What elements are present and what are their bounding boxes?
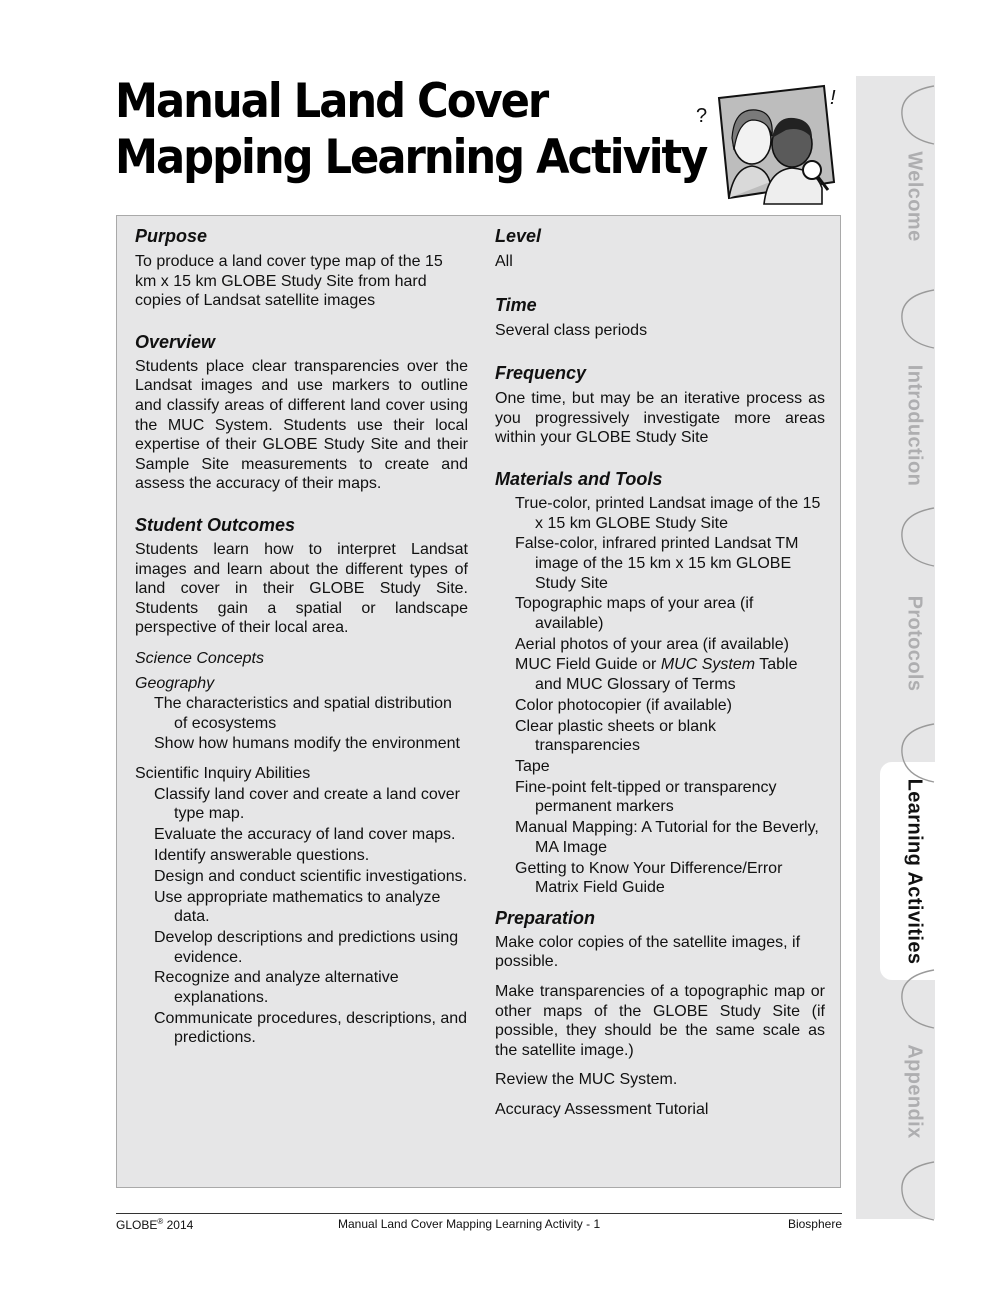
inquiry-item: Develop descriptions and predictions using evidence.: [154, 928, 459, 966]
footer-right: Biosphere: [787, 1217, 842, 1231]
materials-heading: Materials and Tools: [495, 468, 663, 489]
left-column: [135, 224, 468, 1049]
tab-divider: [896, 722, 936, 784]
title-line-1: Manual Land Cover: [115, 74, 548, 129]
footer-year: 2014: [163, 1218, 194, 1232]
inquiry-item: Recognize and analyze alternative explanations.: [154, 969, 399, 1006]
page-title: [115, 74, 706, 186]
exclamation-glyph: !: [830, 87, 836, 109]
muc-prefix: MUC Field Guide or: [515, 656, 661, 674]
material-item: Topographic maps of your area (if available): [515, 595, 754, 632]
geo-item: Show how humans modify the environment: [154, 735, 460, 753]
tab-introduction[interactable]: Introduction: [903, 364, 926, 487]
geography-heading: Geography: [135, 674, 215, 692]
inquiry-item: Identify answerable questions.: [154, 847, 370, 865]
question-mark-glyph: ?: [696, 105, 708, 127]
material-item: Getting to Know Your Difference/Error Matrix Field Guide: [515, 859, 783, 897]
title-line-2: Mapping Learning Activity: [115, 130, 707, 185]
geo-item: The characteristics and spatial distribution of ecosystems: [154, 694, 452, 732]
material-item: True-color, printed Landsat image of the 15 x 15 km GLOBE Study Site: [515, 494, 821, 532]
frequency-heading: Frequency: [495, 363, 587, 384]
footer-rule: [116, 1213, 842, 1214]
outcomes-heading: Student Outcomes: [135, 514, 296, 535]
tab-divider: [896, 288, 936, 350]
preparation-text-3: Review the MUC System.: [495, 1071, 678, 1089]
material-item: Tape: [515, 758, 550, 775]
preparation-text-1: Make color copies of the satellite images, if possible.: [495, 933, 801, 971]
inquiry-item: Communicate procedures, descriptions, and predictions.: [154, 1009, 468, 1047]
inquiry-item: Use appropriate mathematics to analyze data.: [154, 888, 441, 926]
tab-divider: [896, 84, 936, 146]
tab-learning-activities[interactable]: Learning Activities: [903, 778, 926, 965]
material-item: Clear plastic sheets or blank transparencies: [515, 717, 716, 755]
students-with-magnifier-illustration: [694, 78, 844, 210]
inquiry-item: Evaluate the accuracy of land cover maps.: [154, 826, 456, 844]
frequency-text: One time, but may be an iterative process as you progressively investigate more areas within your GLOBE Study Site: [495, 390, 825, 447]
footer-left: [116, 1217, 193, 1232]
material-item: Color photocopier (if available): [515, 696, 732, 714]
muc-suffix: Table and MUC Glossary of Terms: [535, 656, 798, 694]
material-item: Aerial photos of your area (if available): [515, 635, 789, 653]
purpose-text: To produce a land cover type map of the 15 km x 15 km GLOBE Study Site from hard copies of Landsat satellite images: [135, 253, 443, 310]
overview-heading: Overview: [135, 331, 216, 352]
tab-divider: [896, 968, 936, 1030]
overview-text: Students place clear transparencies over the Landsat images and use markers to outline and classify areas of different land cover using the MUC System. Students use their local expertise of their GLOBE Study Site and their Sample Site measurements to create and assess the accuracy of their maps.: [135, 357, 468, 493]
muc-italic: MUC System: [660, 656, 756, 674]
material-item: Fine-point felt-tipped or transparency permanent markers: [515, 778, 777, 816]
level-heading: Level: [495, 226, 542, 246]
tab-divider: [896, 1160, 936, 1222]
inquiry-item: Design and conduct scientific investigations.: [154, 867, 468, 885]
inquiry-heading: Scientific Inquiry Abilities: [135, 764, 311, 782]
outcomes-text: Students learn how to interpret Landsat images and learn about the different types of land cover in their GLOBE Study Site. Students gain a spatial or landscape perspective of their local area.: [135, 540, 468, 637]
preparation-text-2: Make transparencies of a topographic map or other maps of the GLOBE Study Site (if possible, they should be the same scale as the satellite image.): [495, 982, 825, 1059]
preparation-text-4: Accuracy Assessment Tutorial: [495, 1100, 709, 1118]
science-concepts-heading: Science Concepts: [135, 649, 264, 667]
preparation-heading: Preparation: [495, 907, 596, 928]
material-item-muc: [495, 655, 825, 694]
footer-center: Manual Land Cover Mapping Learning Activity - 1: [338, 1217, 601, 1231]
right-column: [495, 224, 825, 1119]
tab-appendix[interactable]: Appendix: [903, 1044, 926, 1139]
tab-protocols[interactable]: Protocols: [903, 595, 926, 692]
time-heading: Time: [495, 294, 537, 315]
time-text: Several class periods: [495, 321, 648, 339]
purpose-heading: Purpose: [135, 226, 208, 246]
tab-welcome[interactable]: Welcome: [903, 151, 926, 242]
inquiry-item: Classify land cover and create a land cover type map.: [154, 785, 460, 823]
tab-divider: [896, 506, 936, 568]
level-text: All: [495, 253, 513, 270]
material-item: Manual Mapping: A Tutorial for the Beverly, MA Image: [515, 819, 819, 856]
material-item: False-color, infrared printed Landsat TM image of the 15 km x 15 km GLOBE Study Site: [515, 535, 799, 592]
footer-globe: GLOBE: [116, 1218, 158, 1232]
footer-reg: ®: [157, 1217, 164, 1226]
